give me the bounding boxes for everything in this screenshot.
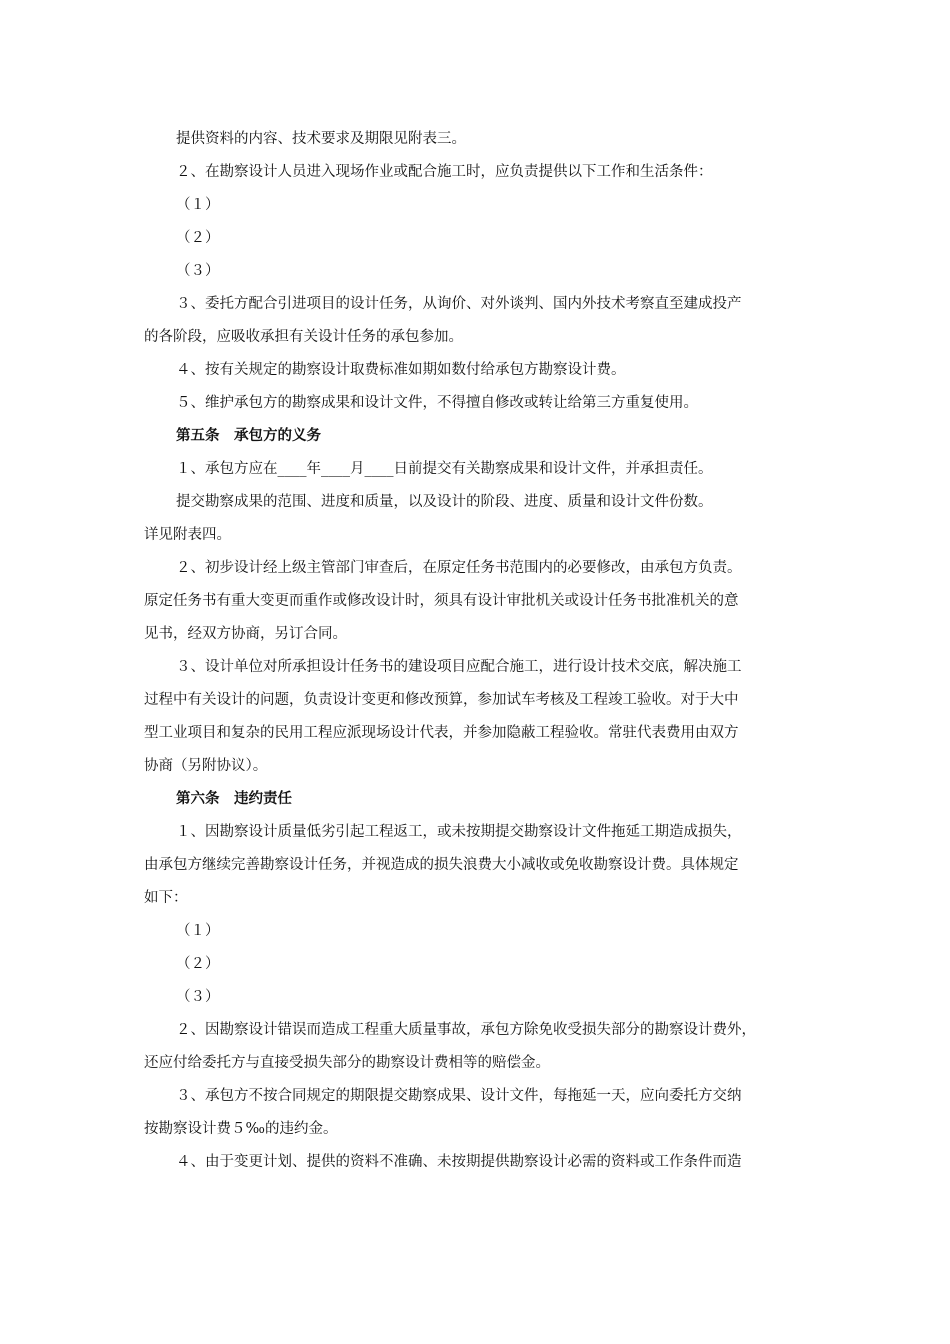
document-page <box>144 123 806 1179</box>
text-line: ３、承包方不按合同规定的期限提交勘察成果、设计文件，每拖延一天，应向委托方交纳 <box>176 1088 742 1104</box>
text-line: 还应付给委托方与直接受损失部分的勘察设计费相等的赔偿金。 <box>144 1055 550 1071</box>
text-line: ３、设计单位对所承担设计任务书的建设项目应配合施工，进行设计技术交底，解决施工 <box>176 659 742 675</box>
text-line: （３） <box>176 263 220 279</box>
section-heading: 第六条 违约责任 <box>176 791 292 807</box>
text-line: ４、按有关规定的勘察设计取费标准如期如数付给承包方勘察设计费。 <box>176 362 626 378</box>
text-line: （１） <box>176 197 220 213</box>
text-line: 提供资料的内容、技术要求及期限见附表三。 <box>176 131 466 147</box>
text-line: 由承包方继续完善勘察设计任务，并视造成的损失浪费大小减收或免收勘察设计费。具体规定 <box>144 857 739 873</box>
text-line: 如下： <box>144 890 188 906</box>
text-line: （３） <box>176 989 220 1005</box>
text-line: ５、维护承包方的勘察成果和设计文件，不得擅自修改或转让给第三方重复使用。 <box>176 395 698 411</box>
text-line: 过程中有关设计的问题，负责设计变更和修改预算，参加试车考核及工程竣工验收。对于大中 <box>144 692 739 708</box>
text-line: １、因勘察设计质量低劣引起工程返工，或未按期提交勘察设计文件拖延工期造成损失， <box>176 824 742 840</box>
text-line: 原定任务书有重大变更而重作或修改设计时，须具有设计审批机关或设计任务书批准机关的意 <box>144 593 739 609</box>
text-line: 的各阶段，应吸收承担有关设计任务的承包参加。 <box>144 329 463 345</box>
text-line: １、承包方应在____年____月____日前提交有关勘察成果和设计文件，并承担责任。 <box>176 461 713 477</box>
text-line: 见书，经双方协商，另订合同。 <box>144 626 347 642</box>
text-line: 按勘察设计费５‰的违约金。 <box>144 1121 338 1137</box>
text-line: 详见附表四。 <box>144 527 231 543</box>
text-line: 提交勘察成果的范围、进度和质量，以及设计的阶段、进度、质量和设计文件份数。 <box>176 494 713 510</box>
text-line: （１） <box>176 923 220 939</box>
section-heading: 第五条 承包方的义务 <box>176 428 321 444</box>
text-line: ２、在勘察设计人员进入现场作业或配合施工时，应负责提供以下工作和生活条件： <box>176 164 713 180</box>
text-line: 型工业项目和复杂的民用工程应派现场设计代表，并参加隐蔽工程验收。常驻代表费用由双方 <box>144 725 739 741</box>
text-line: ４、由于变更计划、提供的资料不准确、未按期提供勘察设计必需的资料或工作条件而造 <box>176 1154 742 1170</box>
text-line: ３、委托方配合引进项目的设计任务，从询价、对外谈判、国内外技术考察直至建成投产 <box>176 296 742 312</box>
text-line: （２） <box>176 956 220 972</box>
text-line: ２、因勘察设计错误而造成工程重大质量事故，承包方除免收受损失部分的勘察设计费外， <box>176 1022 756 1038</box>
text-line: 协商（另附协议）。 <box>144 758 268 774</box>
text-line: ２、初步设计经上级主管部门审查后，在原定任务书范围内的必要修改，由承包方负责。 <box>176 560 742 576</box>
text-line: （２） <box>176 230 220 246</box>
